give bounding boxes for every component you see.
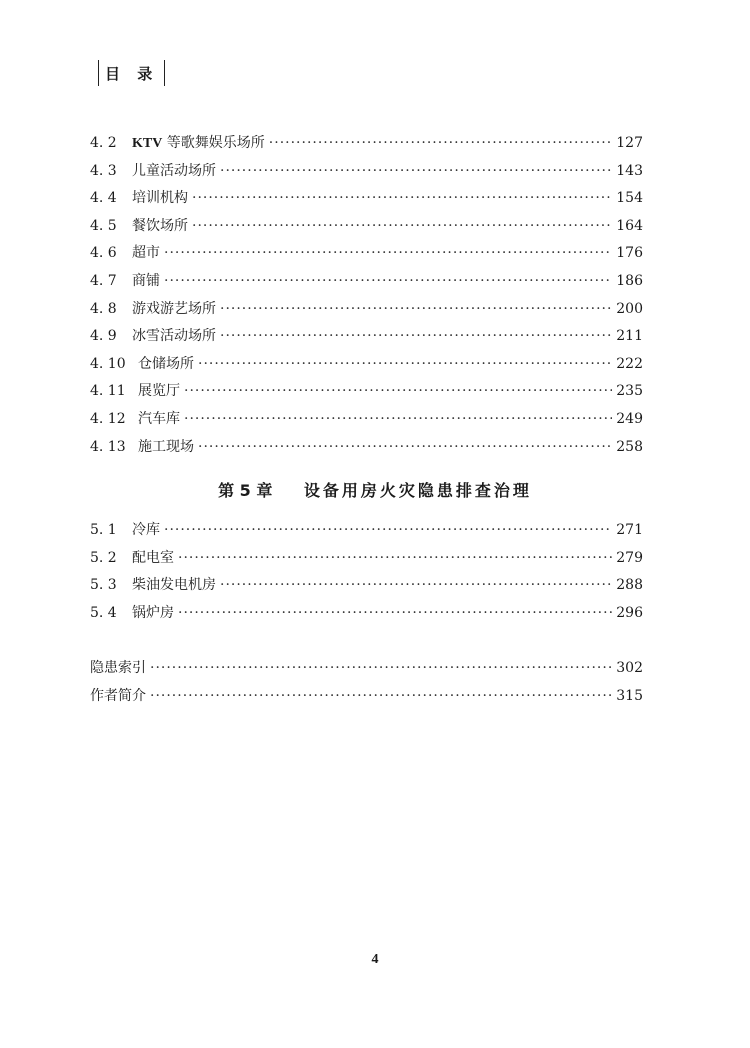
- entry-title: 作者简介: [90, 687, 146, 704]
- dot-leader: [220, 323, 612, 351]
- entry-title: 锅炉房: [132, 604, 174, 621]
- entry-number: 5. 3: [90, 577, 117, 594]
- entry-title: 冰雪活动场所: [132, 328, 216, 345]
- entry-page: 186: [616, 272, 643, 289]
- dot-leader: [150, 683, 612, 711]
- entry-number: 5. 2: [90, 549, 117, 566]
- entry-title: 汽车库: [138, 410, 180, 427]
- toc-entry[interactable]: [90, 545, 643, 573]
- entry-page: 288: [616, 577, 643, 594]
- toc-entry[interactable]: [90, 130, 643, 158]
- entry-page: 200: [616, 300, 643, 317]
- entry-title: 隐患索引: [90, 660, 146, 676]
- dot-leader: [184, 406, 612, 434]
- dot-leader: [178, 600, 612, 628]
- toc-entry[interactable]: [90, 240, 643, 268]
- entry-title: 冷库: [132, 522, 160, 538]
- dot-leader: [150, 655, 612, 683]
- toc-entry[interactable]: [90, 434, 643, 462]
- chapter-title: 设备用房火灾隐患排查治理: [303, 481, 532, 500]
- entry-title: 展览厅: [138, 383, 180, 400]
- entry-title: 游戏游艺场所: [132, 300, 216, 317]
- entry-number: 4. 2: [90, 135, 117, 151]
- toc-entry[interactable]: [90, 213, 643, 241]
- entry-number: 4. 10: [90, 355, 126, 372]
- entry-title: 商铺: [132, 272, 160, 289]
- toc-entry[interactable]: [90, 268, 643, 296]
- dot-leader: [269, 130, 612, 158]
- dot-leader: [220, 572, 612, 600]
- entry-title: 仓储场所: [138, 355, 194, 372]
- dot-leader: [198, 351, 612, 379]
- entry-number: 4. 4: [90, 190, 117, 207]
- entry-title: 儿童活动场所: [132, 162, 216, 179]
- dot-leader: [220, 296, 612, 324]
- entry-page: 302: [616, 660, 643, 676]
- entry-page: 164: [616, 217, 643, 234]
- toc-entry[interactable]: [90, 351, 643, 379]
- toc-entry[interactable]: [90, 185, 643, 213]
- toc-appendix: [90, 655, 643, 710]
- entry-title: 施工现场: [138, 438, 194, 455]
- dot-leader: [178, 545, 612, 573]
- toc-entry[interactable]: [90, 572, 643, 600]
- dot-leader: [220, 158, 612, 186]
- entry-title: 柴油发电机房: [132, 577, 216, 594]
- entry-title: 配电室: [132, 549, 174, 566]
- entry-title: 超市: [132, 245, 160, 262]
- entry-number: 4. 6: [90, 245, 117, 262]
- entry-number: 4. 3: [90, 162, 117, 179]
- entry-page: 127: [616, 135, 643, 151]
- entry-page: 279: [616, 549, 643, 566]
- header-right-rule: [164, 60, 165, 86]
- entry-number: 4. 7: [90, 272, 117, 289]
- toc-entry[interactable]: [90, 517, 643, 545]
- entry-number: 5. 1: [90, 522, 117, 538]
- entry-title: 培训机构: [132, 190, 188, 207]
- toc-entry[interactable]: [90, 296, 643, 324]
- entry-page: 258: [616, 438, 643, 455]
- entry-number: 4. 9: [90, 328, 117, 345]
- entry-number: 4. 8: [90, 300, 117, 317]
- entry-title-bold: KTV: [132, 136, 163, 151]
- toc-entry[interactable]: [90, 158, 643, 186]
- toc-entry[interactable]: [90, 378, 643, 406]
- toc-entry[interactable]: [90, 600, 643, 628]
- toc-section-5: [90, 517, 643, 627]
- entry-number: 5. 4: [90, 604, 117, 621]
- chapter-number: 第 5 章: [218, 481, 273, 500]
- toc-entry[interactable]: [90, 683, 643, 711]
- entry-page: 176: [616, 245, 643, 262]
- entry-page: 154: [616, 190, 643, 207]
- entry-title: [132, 130, 265, 158]
- dot-leader: [192, 185, 612, 213]
- toc-entry[interactable]: [90, 406, 643, 434]
- toc-section-4: [90, 130, 643, 461]
- entry-number: 4. 12: [90, 410, 126, 427]
- dot-leader: [198, 434, 612, 462]
- entry-number: 4. 13: [90, 438, 126, 455]
- entry-number: 4. 11: [90, 383, 126, 400]
- chapter-heading: [0, 478, 750, 501]
- entry-page: 296: [616, 604, 643, 621]
- dot-leader: [164, 268, 612, 296]
- entry-page: 315: [616, 687, 643, 704]
- entry-page: 235: [616, 383, 643, 400]
- running-header: [98, 60, 165, 86]
- toc-entry[interactable]: [90, 323, 643, 351]
- dot-leader: [164, 240, 612, 268]
- entry-page: 211: [616, 328, 643, 345]
- page-number: 4: [371, 952, 379, 967]
- entry-page: 222: [616, 355, 643, 372]
- dot-leader: [192, 213, 612, 241]
- entry-title: 餐饮场所: [132, 217, 188, 234]
- entry-title-rest: 等歌舞娱乐场所: [162, 135, 265, 151]
- entry-page: 249: [616, 410, 643, 427]
- dot-leader: [164, 517, 612, 545]
- dot-leader: [184, 378, 612, 406]
- entry-number: 4. 5: [90, 217, 117, 234]
- toc-entry[interactable]: [90, 655, 643, 683]
- entry-page: 143: [616, 162, 643, 179]
- entry-page: 271: [616, 522, 643, 538]
- header-title: 目 录: [105, 64, 159, 83]
